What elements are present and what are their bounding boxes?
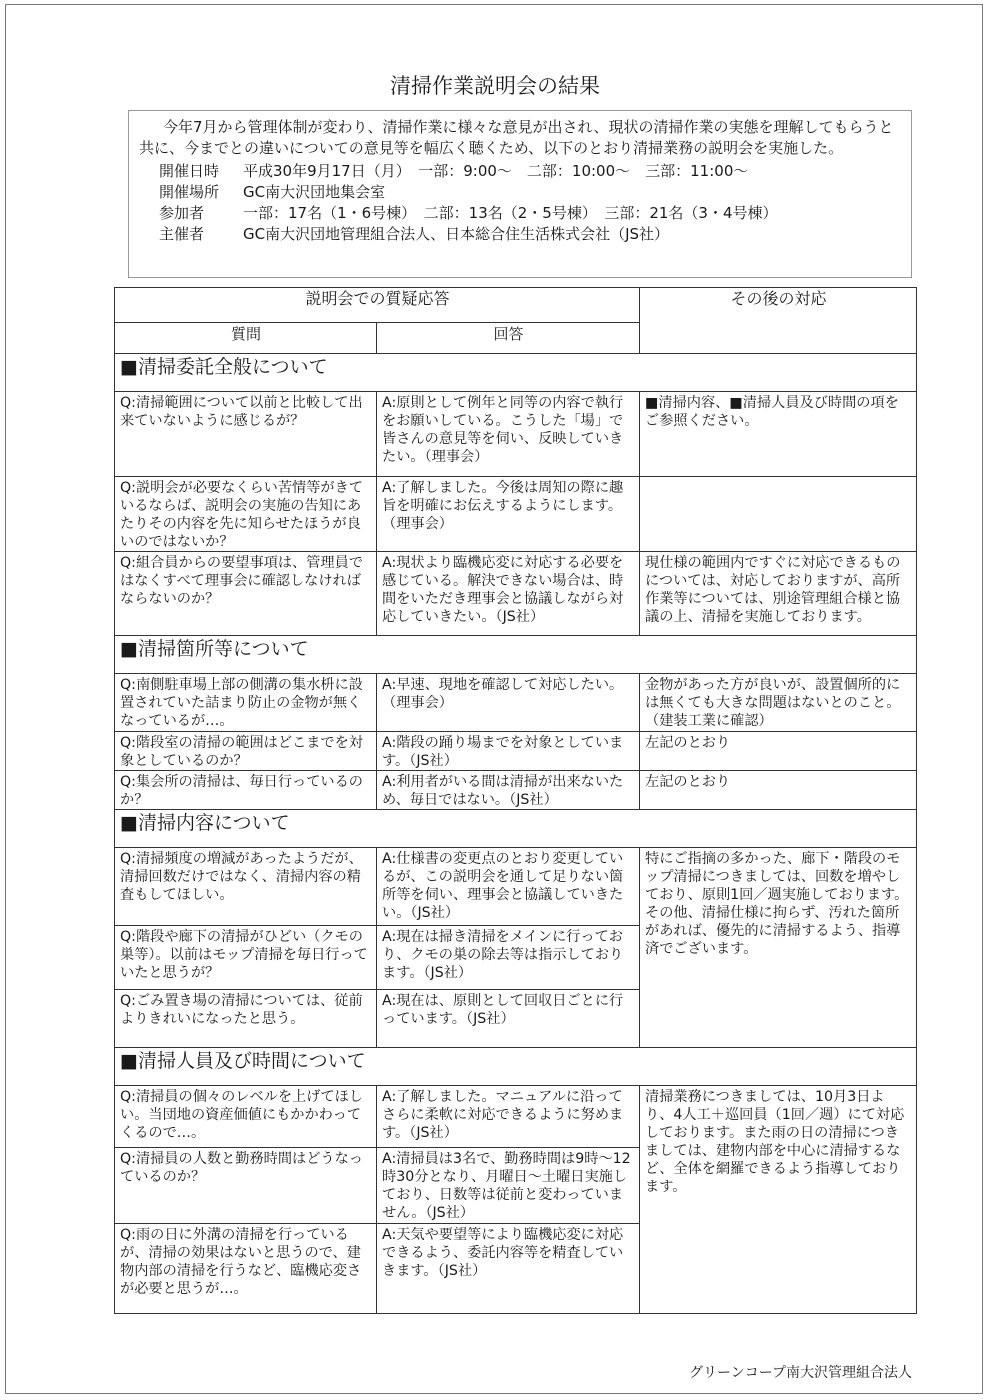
meta-key: 主催者	[159, 225, 205, 243]
answer-cell: A:現状より臨機応変に対応する必要を感じている。解決できない場合は、時間をいただき理事会と協議しながら対応していきたい。（JS社）	[377, 552, 640, 636]
intro-box	[128, 110, 912, 278]
meta-key: 開催日時	[159, 162, 220, 180]
meta-value: GC南大沢団地集会室	[243, 183, 386, 201]
answer-cell: A:天気や要望等により臨機応変に対応できるよう、委託内容等を精査していきます。（JS社）	[377, 1224, 640, 1314]
header-after: その後の対応	[640, 288, 917, 354]
document-title: 清掃作業説明会の結果	[390, 74, 600, 98]
answer-cell: A:利用者がいる間は清掃が出来ないため、毎日ではない。（JS社）	[377, 771, 640, 810]
answer-cell: A:了解しました。マニュアルに沿ってさらに柔軟に対応できるように努めます。（JS社）	[377, 1086, 640, 1148]
meta-date	[139, 161, 901, 182]
question-cell: Q:清掃頻度の増減があったようだが、清掃回数だけではなく、清掃内容の精査もしてほしい。	[115, 848, 377, 926]
answer-cell: A:階段の踊り場までを対象としています。（JS社）	[377, 732, 640, 771]
question-cell: Q:清掃範囲について以前と比較して出来ていないように感じるが？	[115, 392, 377, 477]
answer-cell: A:了解しました。今後は周知の際に趣旨を明確にお伝えするようにします。（理事会）	[377, 477, 640, 552]
section-title: ■清掃内容について	[115, 810, 917, 848]
header-main: 説明会での質疑応答	[115, 288, 640, 323]
meta-value: GC南大沢団地管理組合法人、日本総合住生活株式会社（JS社）	[243, 225, 670, 243]
answer-cell: A:仕様書の変更点のとおり変更しているが、この説明会を通して足りない箇所等を伺い、理事会と協議していきたい。（JS社）	[377, 848, 640, 926]
answer-cell: A:現在は、原則として回収日ごとに行っています。（JS社）	[377, 990, 640, 1048]
response-cell: 現仕様の範囲内ですぐに対応できるものについては、対応しておりますが、高所作業等については、別途管理組合様と協議の上、清掃を実施しております。	[640, 552, 917, 636]
response-cell: 左記のとおり	[640, 732, 917, 771]
response-cell: 左記のとおり	[640, 771, 917, 810]
merged-response-cell: 特にご指摘の多かった、廊下・階段のモップ清掃につきましては、回数を増やしており、原則1回／週実施しております。その他、清掃仕様に拘らず、汚れた箇所があれば、優先的に清掃するよう、指導済でございます。	[640, 848, 917, 1048]
answer-cell: A:清掃員は3名で、勤務時間は9時～12時30分となり、月曜日～土曜日実施しており、日数等は従前と変わっていません。（JS社）	[377, 1148, 640, 1224]
intro-lead: 今年7月から管理体制が変わり、清掃作業に様々な意見が出され、現状の清掃作業の実態を理解してもらうと共に、今までとの違いについての意見等を幅広く聴くため、以下のとおり清掃業務の説明会を実施した。	[139, 118, 894, 157]
question-cell: Q:雨の日に外溝の清掃を行っているが、清掃の効果はないと思うので、建物内部の清掃を行うなど、臨機応変さが必要と思うが…。	[115, 1224, 377, 1314]
footer-organization: グリーンコープ南大沢管理組合法人	[688, 1365, 912, 1381]
meta-value: 一部：17名（1・6号棟） 二部：13名（2・5号棟） 三部：21名（3・4号棟）	[243, 204, 778, 222]
question-cell: Q:階段室の清掃の範囲はどこまでを対象としているのか？	[115, 732, 377, 771]
response-cell: ■清掃内容、■清掃人員及び時間の項をご参照ください。	[640, 392, 917, 477]
header-answer: 回答	[377, 323, 640, 354]
merged-response-cell: 清掃業務につきましては、10月3日より、4人工＋巡回員（1回／週）にて対応しております。また雨の日の清掃につきましては、建物内部を中心に清掃するなど、全体を網羅できるよう指導しております。	[640, 1086, 917, 1314]
question-cell: Q:集会所の清掃は、毎日行っているのか？	[115, 771, 377, 810]
answer-cell: A:現在は掃き清掃をメインに行っており、クモの巣の除去等は指示しております。（JS社）	[377, 926, 640, 990]
question-cell: Q:ごみ置き場の清掃については、従前よりきれいになったと思う。	[115, 990, 377, 1048]
meta-participants	[139, 203, 901, 224]
section-title: ■清掃箇所等について	[115, 636, 917, 674]
meta-organizer	[139, 224, 901, 245]
meta-key: 開催場所	[159, 183, 220, 201]
question-cell: Q:南側駐車場上部の側溝の集水枡に設置されていた詰まり防止の金物が無くなっているが…。	[115, 674, 377, 732]
question-cell: Q:清掃員の人数と勤務時間はどうなっているのか？	[115, 1148, 377, 1224]
meta-value: 平成30年9月17日（月） 一部：9:00～ 二部：10:00～ 三部：11:00～	[243, 162, 749, 180]
question-cell: Q:清掃員の個々のレベルを上げてほしい。当団地の資産価値にもかかわってくるので…。	[115, 1086, 377, 1148]
answer-cell: A:原則として例年と同等の内容で執行をお願いしている。こうした「場」で皆さんの意見等を伺い、反映していきたい。（理事会）	[377, 392, 640, 477]
question-cell: Q:説明会が必要なくらい苦情等がきているならば、説明会の実施の告知にあたりその内容を先に知らせたほうが良いのではないか？	[115, 477, 377, 552]
response-cell: 金物があった方が良いが、設置個所的には無くても大きな問題はないとのこと。（建装工業に確認）	[640, 674, 917, 732]
meta-place	[139, 182, 901, 203]
section-title: ■清掃人員及び時間について	[115, 1048, 917, 1086]
answer-cell: A:早速、現地を確認して対応したい。（理事会）	[377, 674, 640, 732]
qa-table	[114, 287, 917, 1314]
meta-key: 参加者	[159, 204, 205, 222]
section-title: ■清掃委託全般について	[115, 354, 917, 392]
question-cell: Q:階段や廊下の清掃がひどい（クモの巣等）。以前はモップ清掃を毎日行っていたと思うが？	[115, 926, 377, 990]
header-question: 質問	[115, 323, 377, 354]
response-cell	[640, 477, 917, 552]
question-cell: Q:組合員からの要望事項は、管理員ではなくすべて理事会に確認しなければならないのか？	[115, 552, 377, 636]
